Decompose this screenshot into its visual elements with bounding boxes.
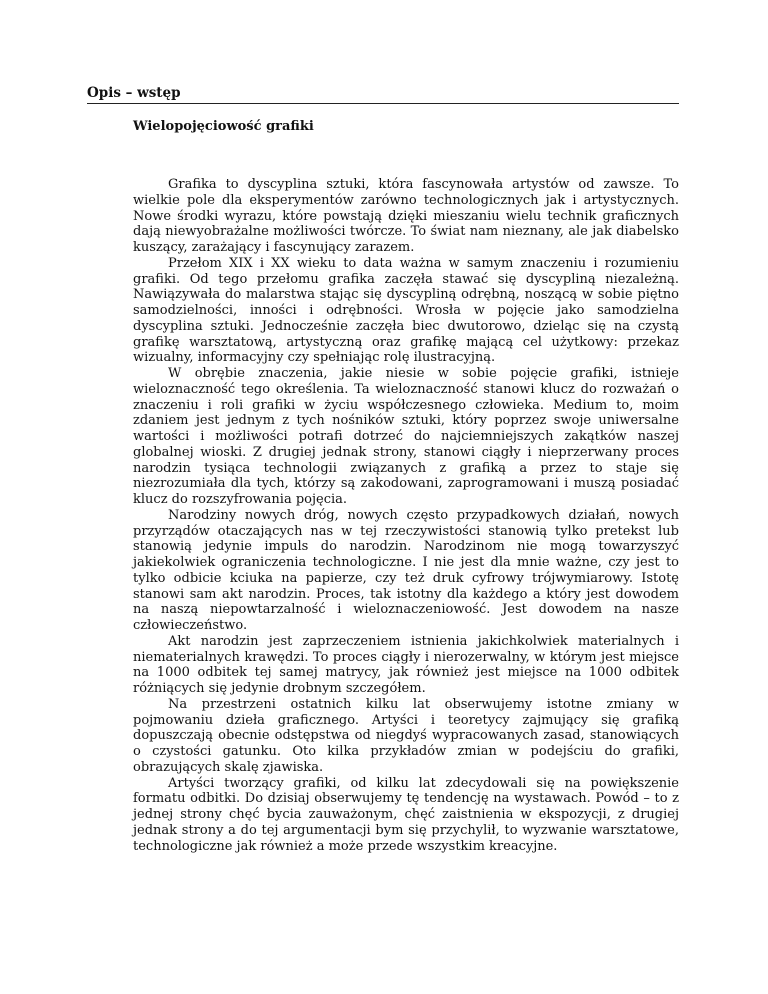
paragraph: Grafika to dyscyplina sztuki, która fascynowała artystów od zawsze. To wielkie pole dla eksperymentów zarówno technologicznych jak i artystycznych. Nowe środki wyrazu, które powstają dzięki mieszaniu wielu technik graficznych dają niewyobrażalne możliwości twórcze. To świat nam nieznany, ale jak diabelsko kuszący, zarażający i fascynujący zarazem. [133, 177, 679, 255]
paragraph: Artyści tworzący grafiki, od kilku lat zdecydowali się na powiększenie formatu odbitki. Do dzisiaj obserwujemy tę tendencję na wystawach. Powód – to z jednej strony chęć bycia zauważonym, chęć zaistnienia w ekspozycji, z drugiej jednak strony a do tej argumentacji bym się przychylił, to wyzwanie warsztatowe, technologiczne jak również a może przede wszystkim kreacyjne. [133, 775, 679, 854]
paragraph: Przełom XIX i XX wieku to data ważna w samym znaczeniu i rozumieniu grafiki. Od tego przełomu grafika zaczęła stawać się dyscypliną niezależną. Nawiązywała do malarstwa stając się dyscypliną odrębną, noszącą w sobie piętno samodzielności, inności i odrębności. Wrosła w pojęcie jako samodzielna dyscyplina sztuki. Jednocześnie zaczęła biec dwutorowo, dzieląc się na czystą grafikę warsztatową, artystyczną oraz grafikę mającą cel użytkowy: przekaz wizualny, informacyjny czy spełniając rolę ilustracyjną. [133, 255, 679, 366]
section-title: Opis – wstęp [87, 85, 181, 101]
body-text [133, 177, 679, 854]
subtitle: Wielopojęciowość grafiki [133, 119, 314, 134]
paragraph: Na przestrzeni ostatnich kilku lat obserwujemy istotne zmiany w pojmowaniu dzieła graficznego. Artyści i teoretycy zajmujący się grafiką dopuszczają obecnie odstępstwa od niegdyś wypracowanych zasad, stanowiących o czystości gatunku. Oto kilka przykładów zmian w podejściu do grafiki, obrazujących skalę zjawiska. [133, 696, 679, 775]
section-header [87, 85, 679, 104]
paragraph: Narodziny nowych dróg, nowych często przypadkowych działań, nowych przyrządów otaczających nas w tej rzeczywistości stanowią tylko pretekst lub stanowią jedynie impuls do narodzin. Narodzinom nie mogą towarzyszyć jakiekolwiek ograniczenia technologiczne. I nie jest dla mnie ważne, czy jest to tylko odbicie kciuka na papierze, czy też druk cyfrowy trójwymiarowy. Istotę stanowi sam akt narodzin. Proces, tak istotny dla każdego a który jest dowodem na naszą niepowtarzalność i wieloznaczeniowość. Jest dowodem na nasze człowieczeństwo. [133, 507, 679, 633]
paragraph: Akt narodzin jest zaprzeczeniem istnienia jakichkolwiek materialnych i niematerialnych krawędzi. To proces ciągły i nierozerwalny, w którym jest miejsce na 1000 odbitek tej samej matrycy, jak również jest miejsce na 1000 odbitek różniących się jedynie drobnym szczegółem. [133, 633, 679, 696]
paragraph: W obrębie znaczenia, jakie niesie w sobie pojęcie grafiki, istnieje wieloznaczność tego określenia. Ta wieloznaczność stanowi klucz do rozważań o znaczeniu i roli grafiki w życiu współczesnego człowieka. Medium to, moim zdaniem jest jednym z tych nośników sztuki, który poprzez swoje uniwersalne wartości i możliwości potrafi dotrzeć do najciemniejszych zakątków naszej globalnej wioski. Z drugiej jednak strony, stanowi ciągły i nieprzerwany proces narodzin tysiąca technologii związanych z grafiką a przez to staje się niezrozumiała dla tych, którzy są zakodowani, zaprogramowani i muszą posiadać klucz do rozszyfrowania pojęcia. [133, 366, 679, 507]
